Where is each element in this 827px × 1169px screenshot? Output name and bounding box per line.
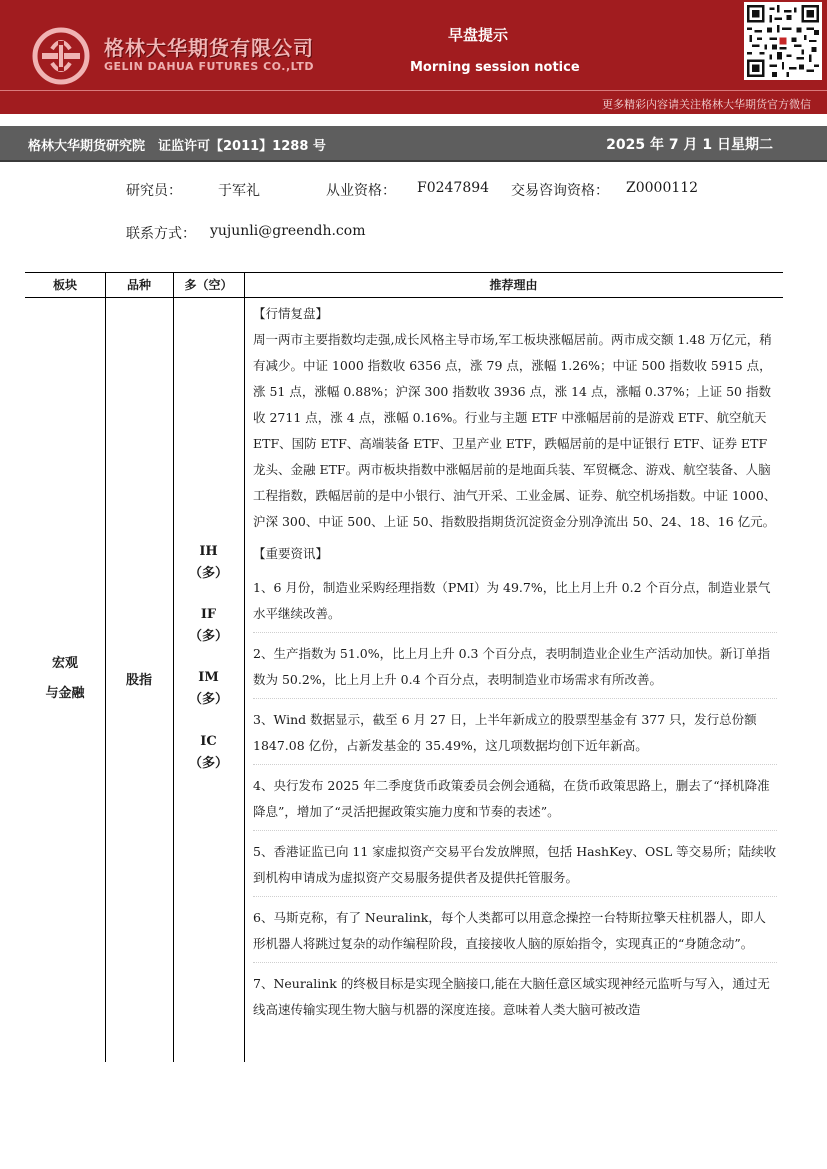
header-direction: 多（空）: [184, 278, 233, 292]
banner-divider: [0, 90, 827, 91]
qualification-id: F0247894: [417, 180, 490, 196]
report-title-en: Morning session notice: [410, 60, 580, 75]
header-reason: 推荐理由: [489, 278, 538, 292]
header-sector: 板块: [52, 278, 77, 292]
reason-content: [253, 301, 777, 1036]
contract-code: IF: [200, 607, 217, 622]
news-item: 7、Neuralink 的终极目标是实现全脑接口,能在大脑任意区域实现神经元监听与写入，通过无线高速传输实现生物大脑与机器的深度连接。意味着人类大脑可被改造: [253, 976, 770, 1017]
sector-line-2: 与金融: [45, 686, 85, 701]
header-variety: 品种: [126, 278, 151, 292]
contract-code: IC: [200, 734, 217, 749]
company-logo-icon: [32, 27, 90, 85]
company-name-cn: 格林大华期货有限公司: [104, 36, 314, 60]
contact-email[interactable]: yujunli@greendh.com: [210, 223, 366, 239]
news-item: 4、央行发布 2025 年二季度货币政策委员会例会通稿，在货币政策思路上，删去了“择机降准降息”，增加了“灵活把握政策实施力度和节奏的表述”。: [253, 773, 777, 831]
news-item: 3、Wind 数据显示，截至 6 月 27 日，上半年新成立的股票型基金有 377 只，发行总份额 1847.08 亿份，占新发基金的 35.49%，这几项数据均创下近年新高。: [253, 707, 777, 765]
direction-label: （多）: [188, 566, 228, 581]
news-item: 1、6 月份，制造业采购经理指数（PMI）为 49.7%，比上月上升 0.2 个百分点，制造业景气水平继续改善。: [253, 575, 777, 633]
direction-label: （多）: [188, 692, 228, 707]
researcher-label: 研究员：: [126, 183, 182, 199]
news-item: 5、香港证监已向 11 家虚拟资产交易平台发放牌照，包括 HashKey、OSL 等交易所；陆续收到机构申请成为虚拟资产交易服务提供者及提供托管服务。: [253, 839, 777, 897]
news-item: 2、生产指数为 51.0%，比上月上升 0.3 个百分点，表明制造业企业生产活动加快。新订单指数为 50.2%，比上月上升 0.4 个百分点，表明制造业市场需求有所改善。: [253, 641, 777, 699]
sector-line-1: 宏观: [51, 656, 78, 671]
news-title: 【重要资讯】: [253, 546, 329, 561]
variety-cell: 股指: [125, 673, 152, 688]
direction-label: （多）: [188, 756, 228, 771]
contact-label: 联系方式：: [126, 226, 196, 242]
qualification-label: 从业资格：: [326, 183, 396, 199]
follow-wechat-text: 更多精彩内容请关注格林大华期货官方微信: [602, 98, 811, 111]
sector-cell: [25, 649, 105, 709]
institute-license: 格林大华期货研究院 证监许可【2011】1288 号: [28, 139, 326, 154]
consult-qualification-id: Z0000112: [626, 180, 699, 196]
review-title: 【行情复盘】: [253, 306, 329, 321]
direction-im: [173, 667, 244, 711]
company-name-en: GELIN DAHUA FUTURES CO.,LTD: [104, 60, 314, 73]
contract-code: IM: [198, 670, 219, 685]
direction-label: （多）: [188, 629, 228, 644]
institute-bar: [0, 126, 827, 162]
report-title-cn: 早盘提示: [448, 26, 509, 44]
header-banner: [0, 0, 827, 114]
recommendation-table: [25, 272, 783, 1062]
report-date: 2025 年 7 月 1 日星期二: [606, 137, 773, 153]
researcher-name: 于军礼: [218, 183, 260, 199]
review-text: 周一两市主要指数均走强,成长风格主导市场,军工板块涨幅居前。两市成交额 1.48 万亿元，稍有减少。中证 1000 指数收 6356 点，涨 79 点，涨幅 1.26%；中证 500 指数收 5915 点，涨 51 点，涨幅 0.88%；沪深 300 指数收 3936 点，涨 14 点，涨幅 0.37%；上证 50 指数收 2711 点，涨 4 点，涨幅 0.16%。行业与主题 ETF 中涨幅居前的是游戏 ETF、航空航天 ETF、国防 ETF、高端装备 ETF、卫星产业 ETF，跌幅居前的是中证银行 ETF、证券 ETF 龙头、金融 ETF。两市板块指数中涨幅居前的是地面兵装、军贸概念、游戏、航空装备、人脑工程指数，跌幅居前的是中小银行、油气开采、工业金属、证券、航空机场指数。中证 1000、沪深 300、中证 500、上证 50、指数股指期货沉淀资金分别净流出 50、24、18、16 亿元。: [253, 332, 777, 529]
column-divider: [244, 273, 245, 1062]
direction-ih: [173, 541, 244, 585]
news-item: 6、马斯克称，有了 Neuralink，每个人类都可以用意念操控一台特斯拉擎天柱机器人，即人形机器人将跳过复杂的动作编程阶段，直接接收人脑的原始指令，实现真正的“身随念动”。: [253, 905, 777, 963]
header-divider: [25, 297, 783, 298]
column-divider: [105, 273, 106, 1062]
wechat-qr-code-icon: [744, 2, 822, 80]
direction-if: [173, 604, 244, 648]
contract-code: IH: [199, 544, 218, 559]
consult-qualification-label: 交易咨询资格：: [511, 183, 609, 199]
direction-ic: [173, 731, 244, 775]
